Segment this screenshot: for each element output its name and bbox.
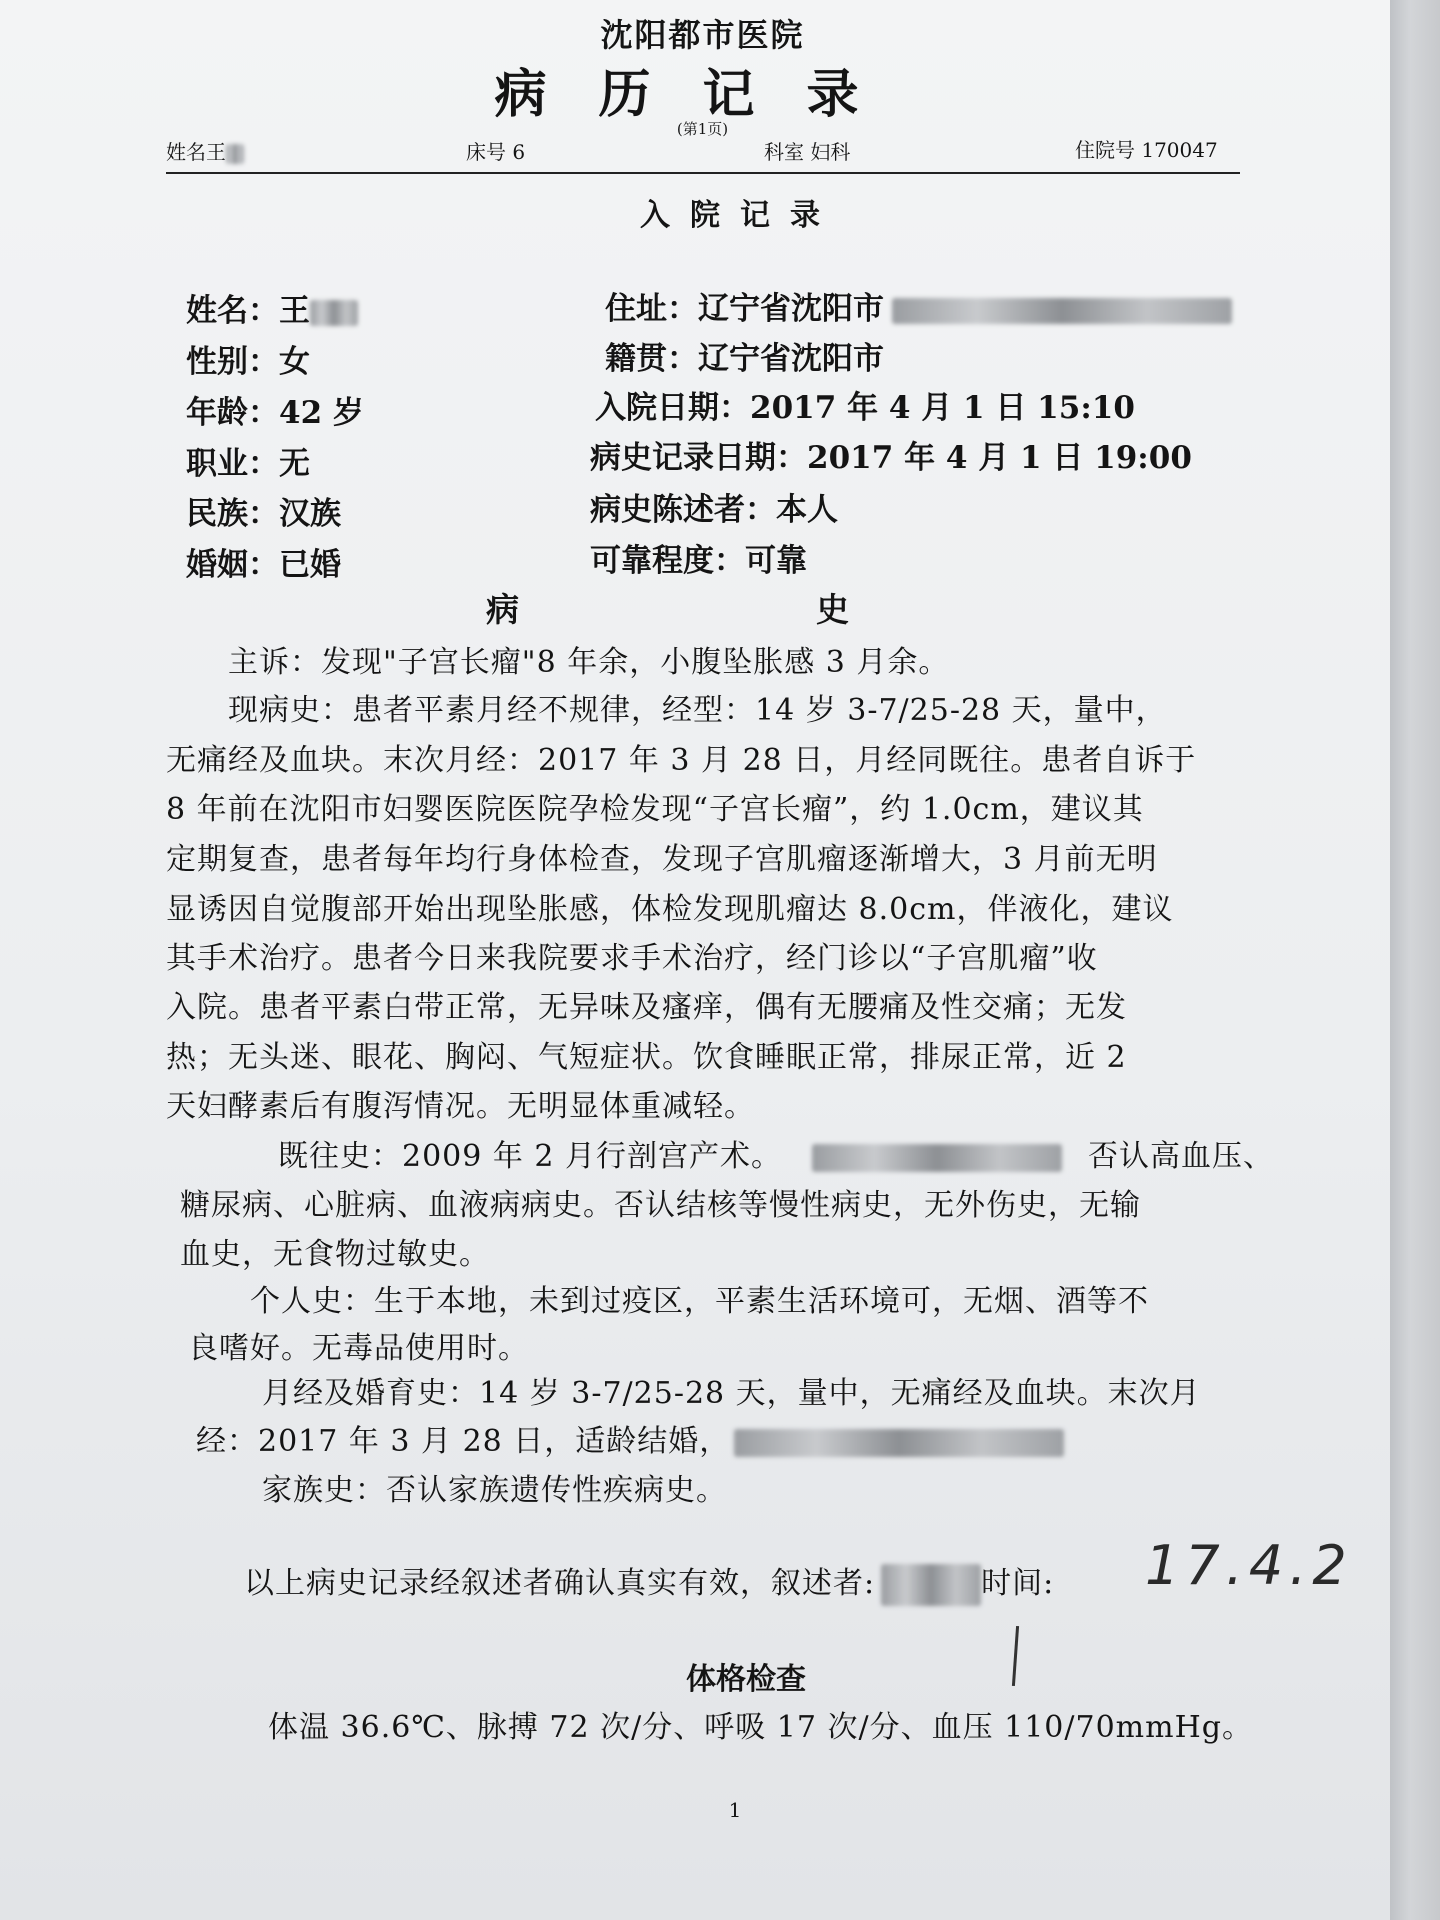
- patient-address-text: 住址：辽宁省沈阳市: [605, 291, 884, 327]
- history-line: 主诉：发现"子宫长瘤"8 年余，小腹坠胀感 3 月余。: [228, 645, 950, 680]
- patient-age: 年龄：42 岁: [186, 395, 364, 431]
- confirmation-line: [244, 1558, 1054, 1606]
- redaction-mask: [734, 1429, 1064, 1457]
- history-line: 血史，无食物过敏史。: [180, 1237, 490, 1272]
- redaction-mask: [226, 144, 244, 164]
- history-line: 家族史：否认家族遗传性疾病史。: [262, 1473, 727, 1508]
- past-history-text: 既往史：2009 年 2 月行剖宫产术。: [278, 1139, 783, 1174]
- history-line: 热；无头迷、眼花、胸闷、气短症状。饮食睡眠正常，排尿正常，近 2: [166, 1040, 1127, 1075]
- history-line: 定期复查，患者每年均行身体检查，发现子宫肌瘤逐渐增大，3 月前无明: [166, 842, 1158, 877]
- history-line: 8 年前在沈阳市妇婴医院医院孕检发现“子宫长瘤”，约 1.0cm，建议其: [166, 792, 1144, 827]
- history-line: 糖尿病、心脏病、血液病病史。否认结核等慢性病史，无外伤史，无输: [180, 1188, 1141, 1223]
- patient-name: [186, 285, 358, 330]
- patient-address: [605, 283, 1232, 328]
- patient-name-text: 姓名：王: [186, 293, 310, 329]
- header-name: [166, 136, 244, 165]
- menstrual-text: 经：2017 年 3 月 28 日，适龄结婚，: [196, 1424, 731, 1459]
- patient-occupation: 职业：无: [186, 446, 310, 482]
- exam-title: 体格检查: [686, 1662, 806, 1697]
- header-admission-no: 住院号 170047: [1075, 138, 1218, 162]
- header-bed: 床号 6: [466, 140, 526, 164]
- header-divider: [166, 172, 1240, 174]
- confirmation-time-label: 时间:: [981, 1566, 1055, 1601]
- handwritten-date: 17.4.2: [1145, 1534, 1353, 1597]
- patient-marital: 婚姻：已婚: [186, 547, 341, 583]
- history-line: 现病史：患者平素月经不规律，经型：14 岁 3-7/25-28 天，量中，: [228, 693, 1167, 728]
- exam-vitals: 体温 36.6℃、脉搏 72 次/分、呼吸 17 次/分、血压 110/70mmHg。: [268, 1710, 1253, 1745]
- redaction-mask: [812, 1144, 1062, 1172]
- history-line: 月经及婚育史：14 岁 3-7/25-28 天，量中，无痛经及血块。末次月: [262, 1376, 1201, 1411]
- redaction-mask: [881, 1564, 981, 1606]
- reliability: 可靠程度：可靠: [590, 543, 807, 579]
- past-history-text-cont: 否认高血压、: [1088, 1139, 1275, 1174]
- history-line: 入院。患者平素白带正常，无异味及瘙痒，偶有无腰痛及性交痛；无发: [166, 990, 1127, 1025]
- record-date: 病史记录日期：2017 年 4 月 1 日 19:00: [590, 440, 1192, 476]
- paper-edge: [1390, 0, 1440, 1920]
- header-dept: 科室 妇科: [764, 140, 851, 164]
- history-line: 天妇酵素后有腹泻情况。无明显体重减轻。: [166, 1089, 755, 1124]
- patient-ethnicity: 民族：汉族: [186, 496, 341, 532]
- history-line: 无痛经及血块。末次月经：2017 年 3 月 28 日，月经同既往。患者自诉于: [166, 743, 1197, 778]
- history-heading-right: 史: [816, 590, 849, 629]
- patient-native-place: 籍贯：辽宁省沈阳市: [605, 341, 884, 377]
- confirmation-text: 以上病史记录经叙述者确认真实有效，叙述者:: [244, 1566, 876, 1601]
- section-title: 入院记录: [640, 198, 840, 233]
- header-name-label: 姓名王: [166, 140, 226, 164]
- admission-date: 入院日期：2017 年 4 月 1 日 15:10: [595, 390, 1135, 426]
- history-line: 显诱因自觉腹部开始出现坠胀感，体检发现肌瘤达 8.0cm，伴液化，建议: [166, 892, 1174, 927]
- document-title: 病历记录: [494, 64, 911, 125]
- menstrual-line: [196, 1416, 1064, 1460]
- page-indicator: (第1页): [676, 120, 729, 138]
- history-line: 其手术治疗。患者今日来我院要求手术治疗，经门诊以“子宫肌瘤”收: [166, 941, 1098, 976]
- history-narrator: 病史陈述者：本人: [590, 492, 838, 528]
- patient-gender: 性别：女: [186, 344, 310, 380]
- redaction-mask: [892, 298, 1232, 324]
- past-history-line: [278, 1131, 1274, 1175]
- history-line: 良嗜好。无毒品使用时。: [188, 1331, 529, 1366]
- history-line: 个人史：生于本地，未到过疫区，平素生活环境可，无烟、酒等不: [250, 1284, 1149, 1319]
- redaction-mask: [310, 300, 358, 326]
- hospital-name: 沈阳都市医院: [600, 16, 805, 54]
- page-number: 1: [728, 1798, 742, 1822]
- history-heading-left: 病: [486, 590, 519, 629]
